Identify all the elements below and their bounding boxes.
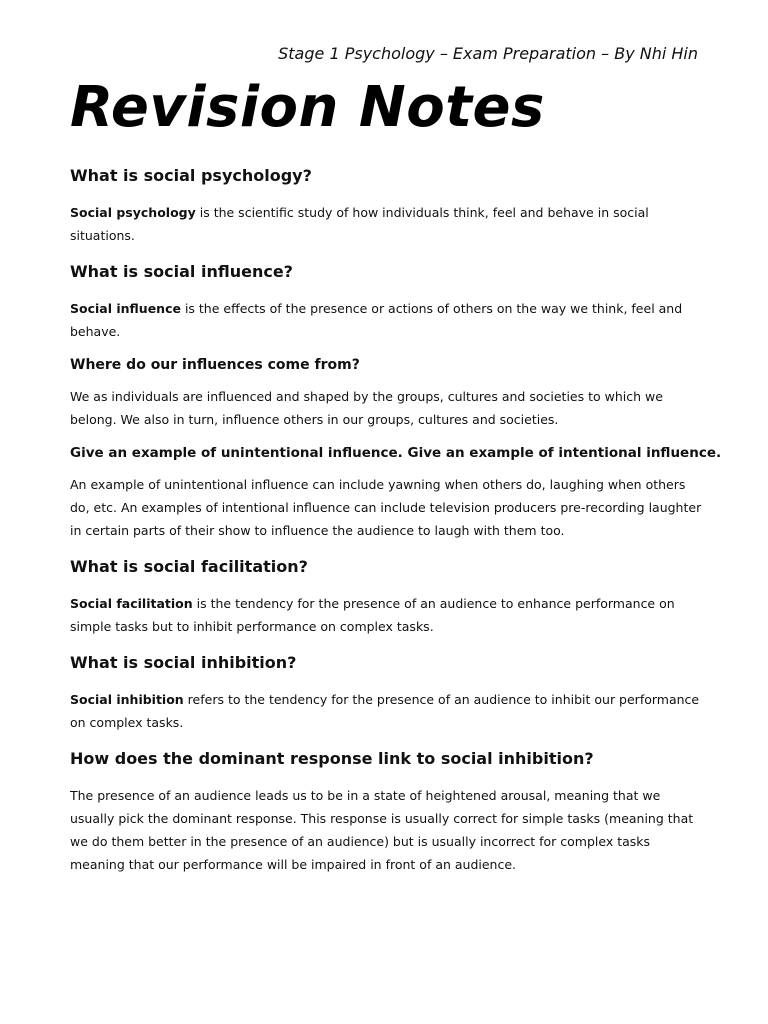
answer-paragraph: An example of unintentional influence can include yawning when others do, laughing when others do, etc. An examples of intentional influence can include television producers pre-recording laughter in certain parts of their show to influence the audience to laugh with them too. — [70, 477, 702, 538]
key-term: Social psychology — [70, 205, 196, 220]
question-heading: What is social influence? — [70, 262, 293, 281]
page-title: Revision Notes — [70, 75, 545, 140]
answer-paragraph: The presence of an audience leads us to be in a state of heightened arousal, meaning that we usually pick the dominant response. This response is usually correct for simple tasks (meaning that we do them better in the presence of an audience) but is usually incorrect for complex tasks meaning that our performance will be impaired in front of an audience. — [70, 788, 694, 872]
answer-paragraph — [70, 297, 702, 343]
answer-paragraph — [70, 592, 702, 638]
header-subtitle: Stage 1 Psychology – Exam Preparation – By Nhi Hin — [278, 44, 698, 63]
section-influence-sources — [70, 355, 702, 431]
section-social-psychology — [70, 165, 702, 247]
answer-text: is the tendency for the presence of an audience to enhance performance on simple tasks but to inhibit performance on complex tasks. — [70, 596, 675, 634]
answer-text: is the effects of the presence or actions of others on the way we think, feel and behave. — [70, 301, 683, 339]
answer-paragraph: We as individuals are influenced and shaped by the groups, cultures and societies to which we belong. We also in turn, influence others in our groups, cultures and societies. — [70, 389, 663, 427]
answer-paragraph — [70, 201, 702, 247]
question-heading: Give an example of unintentional influence. Give an example of intentional influence. — [70, 445, 722, 461]
key-term: Social facilitation — [70, 596, 193, 611]
answer-text: refers to the tendency for the presence of an audience to inhibit our performance on complex tasks. — [70, 692, 700, 730]
section-social-influence — [70, 261, 702, 343]
key-term: Social influence — [70, 301, 181, 316]
question-heading: What is social inhibition? — [70, 653, 297, 672]
question-heading: What is social facilitation? — [70, 557, 308, 576]
section-dominant-response — [70, 748, 702, 876]
answer-paragraph — [70, 688, 702, 734]
question-heading: What is social psychology? — [70, 166, 312, 185]
question-heading: How does the dominant response link to social inhibition? — [70, 749, 594, 768]
section-social-inhibition — [70, 652, 702, 734]
question-heading: Where do our influences come from? — [70, 357, 360, 373]
document-body — [70, 165, 722, 876]
answer-text: is the scientific study of how individuals think, feel and behave in social situations. — [70, 205, 649, 243]
key-term: Social inhibition — [70, 692, 184, 707]
section-influence-examples — [70, 443, 722, 542]
section-social-facilitation — [70, 556, 702, 638]
